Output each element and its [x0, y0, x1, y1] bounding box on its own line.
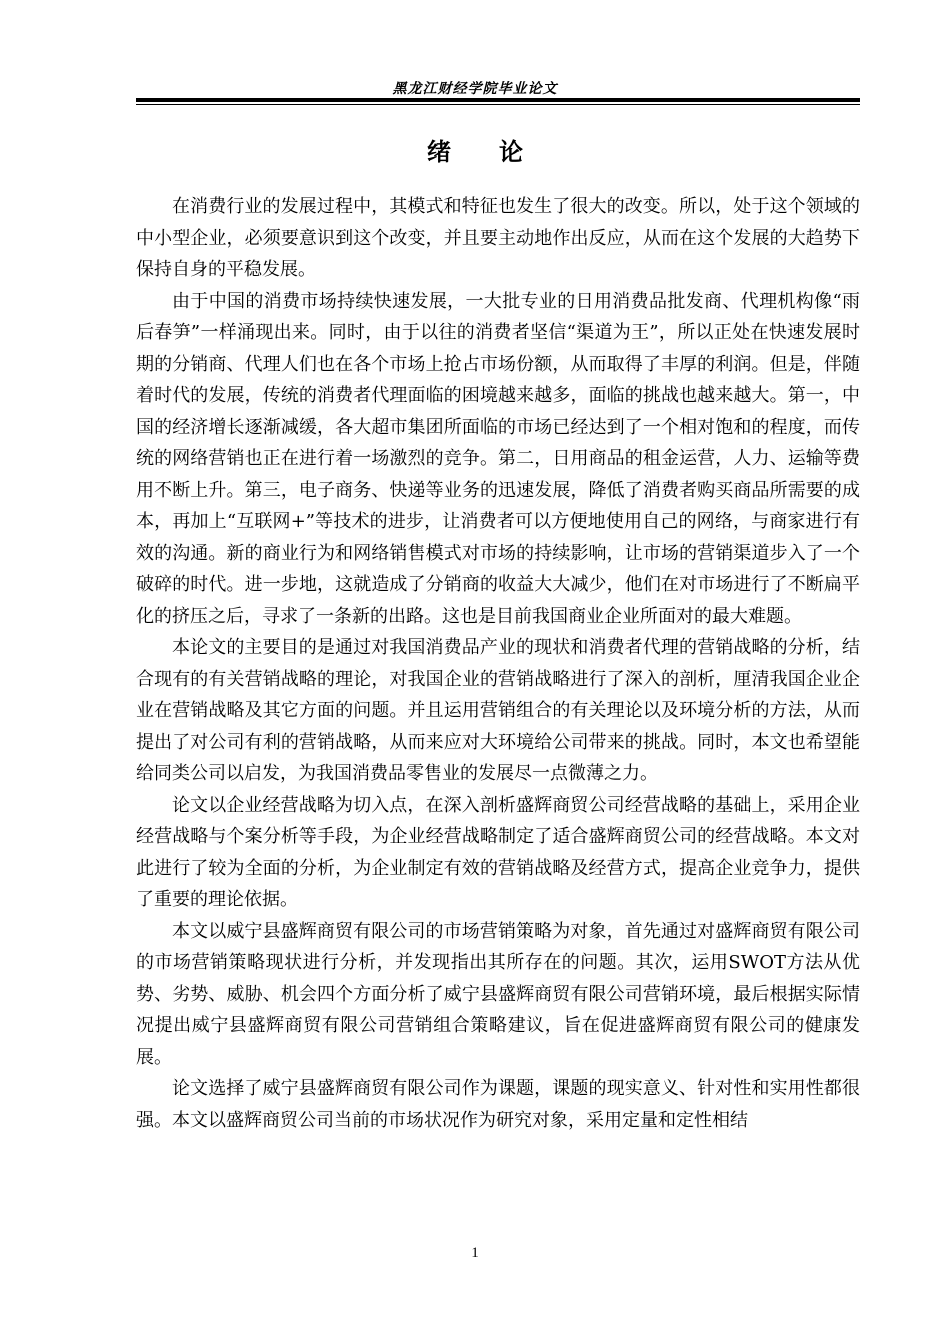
paragraph-3: 本论文的主要目的是通过对我国消费品产业的现状和消费者代理的营销战略的分析，结合现有的有关营销战略的理论，对我国企业的营销战略进行了深入的剖析，厘清我国企业企业在营销战略及其它方面的问题。并且运用营销组合的有关理论以及环境分析的方法，从而提出了对公司有利的营销战略，从而来应对大环境给公司带来的挑战。同时，本文也希望能给同类公司以启发，为我国消费品零售业的发展尽一点微薄之力。	[136, 637, 860, 784]
header-rule-thick	[136, 98, 860, 102]
chapter-title: 绪论	[427, 137, 571, 166]
running-header-title: 黑龙江财经学院毕业论文	[392, 81, 558, 97]
paragraph-5: 本文以威宁县盛辉商贸有限公司的市场营销策略为对象，首先通过对盛辉商贸有限公司的市场营销策略现状进行分析，并发现指出其所存在的问题。其次，运用SWOT方法从优势、劣势、威胁、机会四个方面分析了威宁县盛辉商贸有限公司营销环境，最后根据实际情况提出威宁县盛辉商贸有限公司营销组合策略建议，旨在促进盛辉商贸有限公司的健康发展。	[136, 920, 860, 1068]
paragraph-2: 由于中国的消费市场持续快速发展，一大批专业的日用消费品批发商、代理机构像“雨后春笋”一样涌现出来。同时，由于以往的消费者坚信“渠道为王”，所以正处在快速发展时期的分销商、代理人们也在各个市场上抢占市场份额，从而取得了丰厚的利润。但是，伴随着时代的发展，传统的消费者代理面临的困境越来越多，面临的挑战也越来越大。第一，中国的经济增长逐渐减缓，各大超市集团所面临的市场已经达到了一个相对饱和的程度，而传统的网络营销也正在进行着一场激烈的竞争。第二，日用商品的租金运营，人力、运输等费用不断上升。第三，电子商务、快递等业务的迅速发展，降低了消费者购买商品所需要的成本，再加上“互联网+”等技术的进步，让消费者可以方便地使用自己的网络，与商家进行有效的沟通。新的商业行为和网络销售模式对市场的持续影响，让市场的营销渠道步入了一个破碎的时代。进一步地，这就造成了分销商的收益大大减少，他们在对市场进行了不断扁平化的挤压之后，寻求了一条新的出路。这也是目前我国商业企业所面对的最大难题。	[136, 290, 860, 627]
paragraph-6: 论文选择了威宁县盛辉商贸有限公司作为课题，课题的现实意义、针对性和实用性都很强。本文以盛辉商贸公司当前的市场状况作为研究对象，采用定量和定性相结	[136, 1078, 860, 1131]
page-number: 1	[471, 1245, 479, 1261]
header-rule-thin	[136, 104, 860, 105]
paragraph-4: 论文以企业经营战略为切入点，在深入剖析盛辉商贸公司经营战略的基础上，采用企业经营战略与个案分析等手段，为企业经营战略制定了适合盛辉商贸公司的经营战略。本文对此进行了较为全面的分析，为企业制定有效的营销战略及经营方式，提高企业竞争力，提供了重要的理论依据。	[136, 794, 860, 910]
body-text	[136, 191, 860, 1136]
paragraph-1: 在消费行业的发展过程中，其模式和特征也发生了很大的改变。所以，处于这个领域的中小型企业，必须要意识到这个改变，并且要主动地作出反应，从而在这个发展的大趋势下保持自身的平稳发展。	[136, 196, 860, 280]
